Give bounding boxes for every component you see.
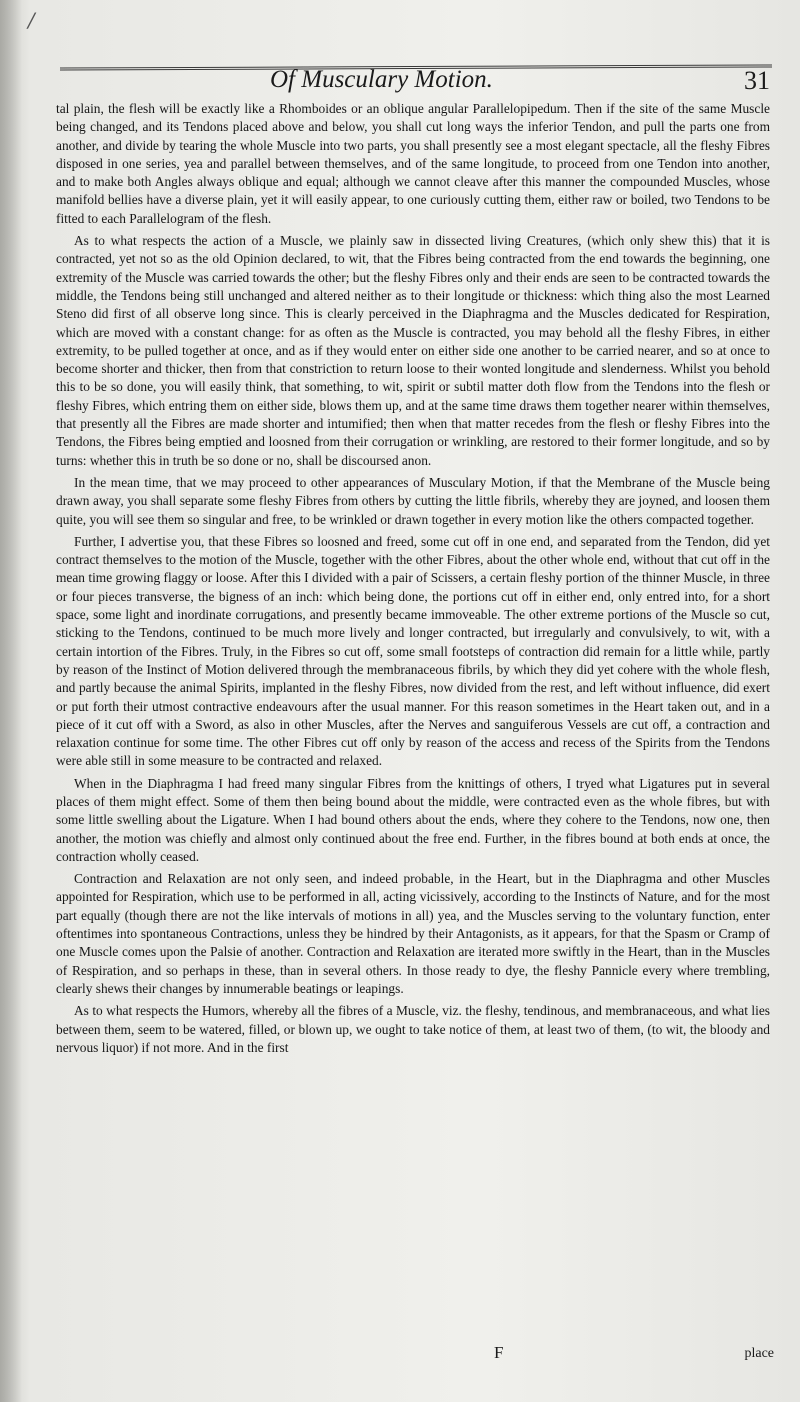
margin-mark: /	[28, 8, 35, 32]
paragraph-6: Contraction and Relaxation are not only seen, and indeed probable, in the Heart, but in the Diaphragma and other Muscles appointed for Respiration, which use to be performed in all, acting vicissively, according to the Instincts of Nature, and for the most part equally (though there are not the like intervals of motions in all) yea, and the Muscles serving to the voluntary function, enter oftentimes into spontaneous Contractions, unless they be hindred by their Antagonists, as it appears, for that the Spasm or Cramp of one Muscle comes upon the Palsie of another. Contraction and Relaxation are iterated more swiftly in the Heart, than in the Muscles of Respiration, and so perhaps in these, than in several others. In those ready to dye, the fleshy Pannicle every where trembling, clearly shews their changes by innumerable beatings or leapings.	[56, 871, 770, 996]
spine-shadow	[0, 0, 22, 1402]
paragraph-1: tal plain, the flesh will be exactly like a Rhomboides or an oblique angular Parallelopipedum. Then if the site of the same Muscle being changed, and its Tendons placed above and below, you shall cut long ways the inferior Tendon, and pull the parts one from another, and divide by tearing the whole Muscle into two parts, you shall presently see a most elegant spectacle, all the fleshy Fibres disposed in one series, yea and parallel between themselves, and of the same longitude, to proceed from one Tendon into another, and to make both Angles always oblique and equal; although we cannot cleave after this manner the compounded Muscles, whose manifold bellies have a diverse plain, yet it will easily appear, to one curiously cutting them, either raw or boiled, two Tendons to be fitted to each Parallelogram of the flesh.	[56, 101, 770, 226]
running-head: Of Musculary Motion.	[270, 66, 493, 93]
paragraph-4: Further, I advertise you, that these Fibres so loosned and freed, some cut off in one end, and separated from the Tendon, did yet contract themselves to the motion of the Muscle, together with the other Fibres, about the other whole end, without that cut off in the mean time growing flaggy or loose. After this I divided with a pair of Scissers, a certain fleshy portion of the thinner Muscle, in three or four pieces transverse, the bigness of an inch: which being done, the portions cut off in either end, only entred into, for a short space, some light and inordinate corrugations, and presently became immoveable. The other extreme portions of the Muscle so cut, sticking to the Tendons, continued to be much more lively and longer contracted, but irregularly and convulsively, to wit, with a certain intortion of the Fibres. Truly, in the Fibres so cut off, some small footsteps of contraction did remain for a little while, partly by reason of the Instinct of Motion delivered through the membranaceous fibrils, by which they did yet cohere with the whole flesh, and partly because the animal Spirits, implanted in the fleshy Fibres, now divided from the rest, and left without influence, did exert or put forth their utmost contractive endeavours after the usual manner. For this reason sometimes in the Heart taken out, and in a piece of it cut off with a Sword, as also in other Muscles, after the Nerves and sanguiferous Vessels are cut off, a contraction and relaxation continue for some time. The other Fibres cut off only by reason of the access and recess of the Spirits from the Tendons were able still in some measure to be contracted and relaxed.	[56, 533, 770, 769]
catchword: place	[744, 1346, 774, 1361]
paragraph-7: As to what respects the Humors, whereby all the fibres of a Muscle, viz. the fleshy, tendinous, and membranaceous, and what lies between them, seem to be watered, filled, or blown up, we ought to take notice of them, at least two of them, (to wit, the bloody and nervous liquor) if not more. And in the first	[56, 1003, 770, 1055]
paragraph-3: In the mean time, that we may proceed to other appearances of Musculary Motion, if that the Membrane of the Muscle being drawn away, you shall separate some fleshy Fibres from others by cutting the little fibrils, whereby they are joyned, and loosen them quite, you will see them so singular and free, to be wrinkled or drawn together in every motion like the others compacted together.	[56, 474, 770, 527]
page-number: 31	[744, 66, 770, 95]
paragraph-5: When in the Diaphragma I had freed many singular Fibres from the knittings of others, I tryed what Ligatures put in several places of them might effect. Some of them then being bound about the middle, were contracted even as the whole fibres, but with some little swelling about the Ligature. When I had bound others about the ends, where they cohere to the Tendons, now one, then another, the motion was chiefly and almost only continued about the free end. Further, in the fibres bound at both ends at once, the contraction wholly ceased.	[56, 775, 770, 864]
paragraph-2: As to what respects the action of a Muscle, we plainly saw in dissected living Creatures, (which only shew this) that it is contracted, yet not so as the old Opinion declared, to wit, that the Fibres being contracted from the end towards the beginning, one extremity of the Muscle was carried towards the other; but the fleshy Fibres only and their ends are seen to be contracted towards the middle, the Tendons being still unchanged and altered neither as to their longitude or thickness: which thing also the most Learned Steno did first of all observe long since. This is clearly perceived in the Diaphragma and the Muscles dedicated for Respiration, which are moved with a constant change: for as often as the Muscle is contracted, you may behold all the fleshy Fibres, in either extremity, to be pulled together at once, and as if they would enter on either side one another to be carried nearer, and so at once to become shorter and thicker, then from that constriction to return loose to their wonted longitude and slenderness. Whilst you behold this to be so done, you will easily think, that something, to wit, spirit or subtil matter doth flow from the Tendons into the flesh or fleshy Fibres, which entring them on either side, blows them up, and at the same time draws them together nearer within themselves, that presently all the Fibres are made shorter and intumified; then when that matter recedes from the flesh or fleshy Fibres into the Tendons, the Fibres being emptied and loosned from their corrugation or wrinkling, are restored to their former longitude, and so by turns: whether this in truth be so done or no, shall be discoursed anon.	[56, 233, 770, 468]
signature-mark: F	[494, 1343, 504, 1362]
body-text	[56, 100, 770, 1061]
